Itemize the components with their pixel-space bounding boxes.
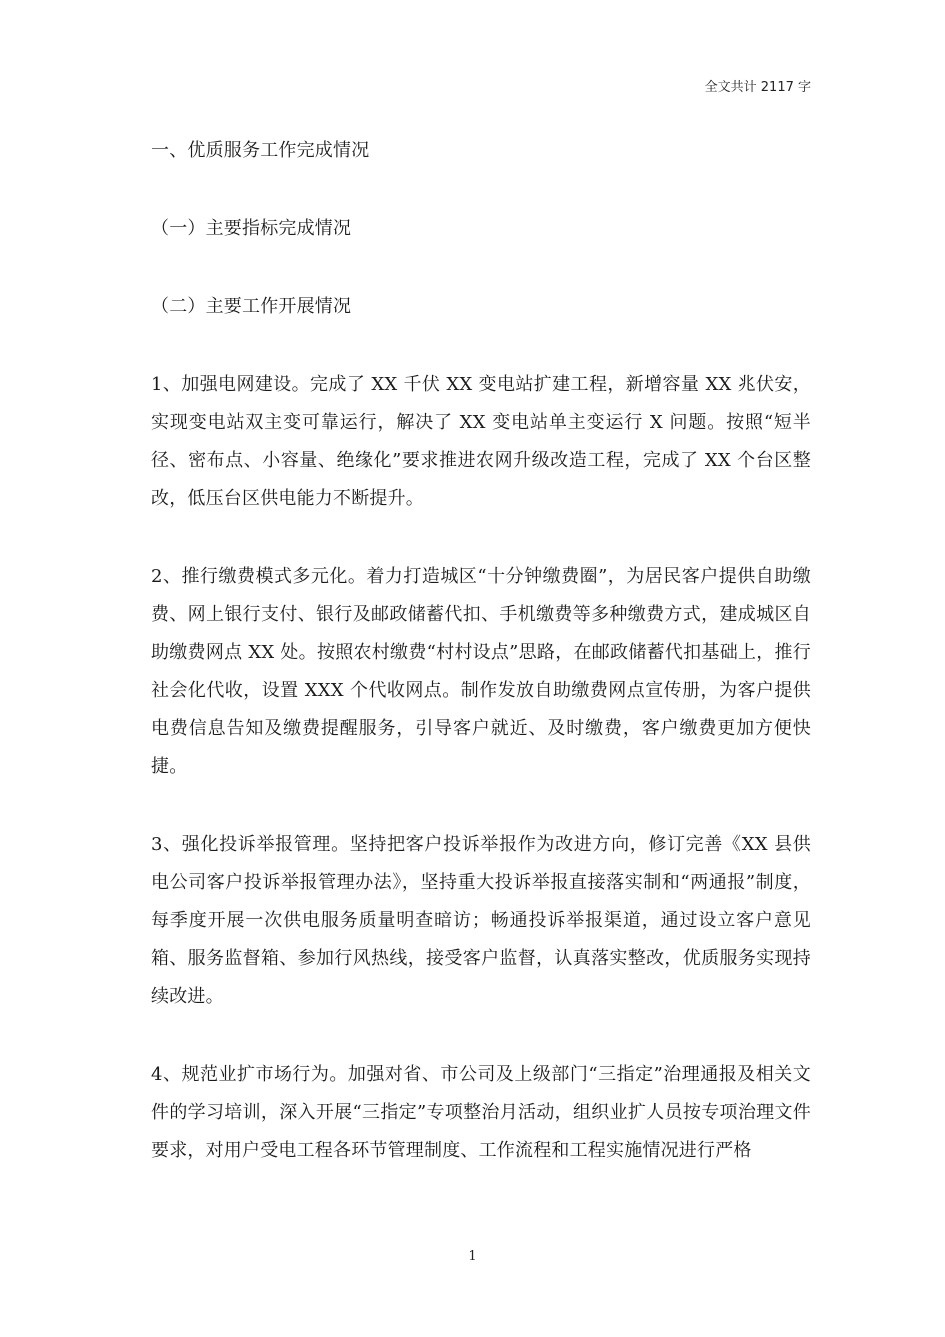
paragraph-payment-modes: 2、推行缴费模式多元化。着力打造城区“十分钟缴费圈”，为居民客户提供自助缴费、网上银行支付、银行及邮政储蓄代扣、手机缴费等多种缴费方式，建成城区自助缴费网点 XX 处。按照农村缴费“村村设点”思路，在邮政储蓄代扣基础上，推行社会化代收，设置 XXX 个代收网点。制作发放自助缴费网点宣传册，为客户提供电费信息告知及缴费提醒服务，引导客户就近、及时缴费，客户缴费更加方便快捷。 bbox=[151, 566, 811, 777]
page-number: 1 bbox=[468, 1249, 477, 1264]
paragraph-grid-construction: 1、加强电网建设。完成了 XX 千伏 XX 变电站扩建工程，新增容量 XX 兆伏安，实现变电站双主变可靠运行，解决了 XX 变电站单主变运行 X 问题。按照“短半径、密布点、小容量、绝缘化”要求推进农网升级改造工程，完成了 XX 个台区整改，低压台区供电能力不断提升。 bbox=[151, 374, 811, 509]
word-count-label: 全文共计 2117 字 bbox=[704, 80, 811, 95]
paragraph-complaint-management: 3、强化投诉举报管理。坚持把客户投诉举报作为改进方向，修订完善《XX 县供电公司客户投诉举报管理办法》，坚持重大投诉举报直接落实制和“两通报”制度，每季度开展一次供电服务质量明查暗访；畅通投诉举报渠道，通过设立客户意见箱、服务监督箱、参加行风热线，接受客户监督，认真落实整改，优质服务实现持续改进。 bbox=[151, 834, 811, 1007]
subsection-title-main-work: （二）主要工作开展情况 bbox=[151, 296, 352, 317]
paragraph-business-expansion: 4、规范业扩市场行为。加强对省、市公司及上级部门“三指定”治理通报及相关文件的学习培训，深入开展“三指定”专项整治月活动，组织业扩人员按专项治理文件要求，对用户受电工程各环节管理制度、工作流程和工程实施情况进行严格 bbox=[151, 1064, 811, 1161]
subsection-title-main-indicators: （一）主要指标完成情况 bbox=[151, 218, 352, 239]
document-body bbox=[151, 132, 811, 1170]
section-title: 一、优质服务工作完成情况 bbox=[151, 140, 370, 161]
